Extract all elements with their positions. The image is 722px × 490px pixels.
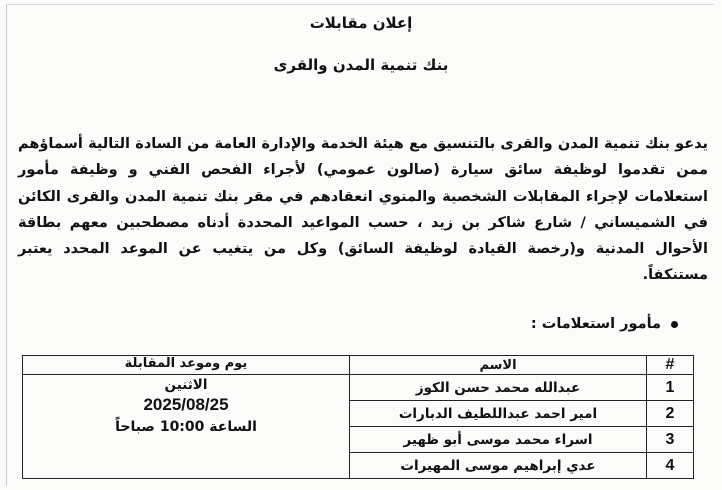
interview-day: الاثنين <box>164 377 208 393</box>
interview-schedule-cell <box>23 375 350 479</box>
header-name: الاسم <box>350 356 647 375</box>
schedule-table <box>22 355 694 479</box>
page-title: إعلان مقابلات <box>309 14 413 32</box>
page-subtitle: بنك تنمية المدن والقرى <box>273 56 449 74</box>
header-date: يوم وموعد المقابلة <box>23 356 350 375</box>
interview-time: الساعة 10:00 صباحاً <box>115 419 257 435</box>
row-name: عدي إبراهيم موسى المهيرات <box>350 453 647 479</box>
row-number: 3 <box>647 427 694 453</box>
row-name: عبدالله محمد حسن الكوز <box>350 375 647 401</box>
row-name: امير احمد عبداللطيف الدبارات <box>350 401 647 427</box>
row-number: 4 <box>647 453 694 479</box>
table-row <box>23 375 694 401</box>
header-number: # <box>647 356 694 375</box>
section-label: مأمور استعلامات : <box>530 316 661 332</box>
bullet-icon <box>671 321 678 328</box>
section-heading <box>531 316 678 332</box>
table-header-row <box>23 356 694 375</box>
row-number: 1 <box>647 375 694 401</box>
row-number: 2 <box>647 401 694 427</box>
announcement-paragraph: يدعو بنك تنمية المدن والقرى بالتنسيق مع هيئة الخدمة والإدارة العامة من السادة التالية أسماؤهم ممن تقدموا لوظيفة سائق سيارة (صالون عمومي) لأجراء الفحص الفني و وظيفة مأمور استعلامات لإجراء المقابلات الشخصية والمنوي انعقادهم في مقر بنك تنمية المدن والقرى الكائن في الشميساني / شارع شاكر بن زيد ، حسب المواعيد المحددة أدناه مصطحبين معهم بطاقة الأحوال المدنية و(رخصة القيادة لوظيفة السائق) وكل من يتغيب عن الموعد المحدد يعتبر مستنكفاً. <box>18 136 708 284</box>
row-name: اسراء محمد موسى أبو ظهير <box>350 427 647 453</box>
interview-date: 2025/08/25 <box>143 395 229 414</box>
